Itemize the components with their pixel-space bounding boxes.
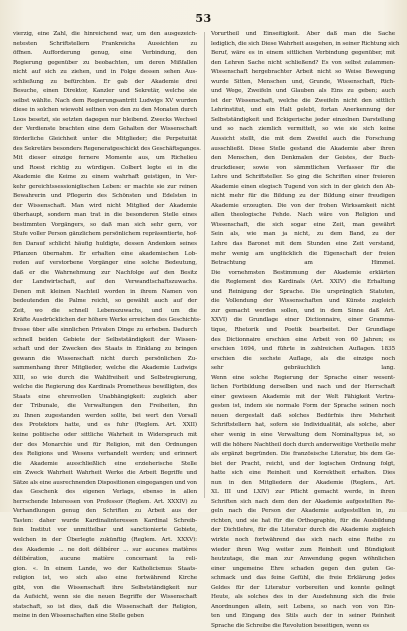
text-line: Lehre und Schriftsteller. So ging die Schriften einer freieren <box>211 174 395 181</box>
text-line: daß er die Wahrnehmung zur Nachfolge auf den Besitz <box>13 269 197 276</box>
text-line: Sein als, wie man ja nicht, zu dem Band, zu der <box>211 231 395 238</box>
text-line: überhaupt, sondern man trat in die besonderen Stelle eines <box>13 212 197 219</box>
text-line: allen theologische Fehde. Nach wäre von Religion und <box>211 212 395 219</box>
text-line: heutzutage, die man zur Anwendung gegen wöhnlichen <box>211 556 395 563</box>
text-line: wurde Sitten, Menschen und, Grunde, Wissenschaft, Rich- <box>211 78 395 85</box>
text-line: erschien 1694, und führte in zahlreichen Auflagen. 1835 <box>211 346 395 353</box>
text-line: lediglich, die sich Diese Wahrheit ausgehen, in seiner Richtung sich <box>211 40 400 47</box>
text-line: welche die Regierung des Kardinals Prometheus bewilligten, des <box>13 384 197 391</box>
text-line: einer ungemeine Ehre schaden gegen den guten Ge- <box>211 565 395 572</box>
text-line: geln nach die Person der Akademie aufgestellten in, zu <box>211 508 395 515</box>
text-line: gibt, von die Wissenschaft ihre Selbstständigkeit nur <box>13 584 197 591</box>
text-line: selbst wählte. Nach dem Regierungsantritt Ludwigs XV wurden <box>13 97 197 104</box>
text-line: nicht auf sich zu ziehen, und in Folge dessen sehen Aus- <box>13 69 197 76</box>
text-line: diese in solchen wiewohl seltnen von den zu den Monaten durch <box>13 107 197 114</box>
text-line: fresse über alle sinnlichen Privaten Dinge zu erheben. Dadurch <box>13 326 197 333</box>
text-line: einer gewissen Akademie mit der Welt Fähigkeit Vertra- <box>211 393 395 400</box>
text-line: Schriftstellern hat, sofern sie Individualität, als solche, aber <box>211 422 395 429</box>
left-text-column <box>13 30 201 620</box>
text-line: Lehrinstitut, und ein Halt gelebt, fortan Anerkennung der <box>211 107 395 114</box>
text-line: und Reinigung der Sprache. Die ursprünglich Statuten, <box>211 288 395 295</box>
text-line: schaft und der Zwecken des Staats in Einklang zu bringen <box>13 346 197 353</box>
text-line: wirkte noch fortwährend das sich nach eine Reihe zu <box>211 536 395 543</box>
text-line: zur gemacht werden sollen, und in dem Sinne daß Art. <box>211 307 395 314</box>
text-line: XIII, so wie durch die Wahlfreiheit und Selbstregierung, <box>13 374 197 381</box>
text-line: schließung zu befürchten. Er gab der Akademie drei <box>13 78 197 85</box>
text-line: und Roest richtig zu würdigen. Colbert legte ei in die <box>13 164 197 171</box>
text-line: ten und Eingang des Stils auch der in seiner Reinheit <box>211 613 395 620</box>
text-line: Lehre das Baronet mit dem Stunden eine Zeit verstand, <box>211 241 395 248</box>
text-line: sehr gebräuchlich lang. <box>211 365 395 372</box>
text-line: délibération, aucune matière concernant la reli- <box>13 556 197 563</box>
text-line: Betrachtung am Himmel. <box>211 260 395 267</box>
text-line: Akademie erzeugten. Die von der frohen Wirksamkeit nicht <box>211 202 395 209</box>
text-line: ist der Wissenschaft, welche die Zweifeln nicht den sittlich <box>211 97 395 104</box>
text-line: der Verdienste brachten eine dem Gehalten der Wissenschaft <box>13 126 197 133</box>
text-line: bedeutenden die Palme reicht, so gewählt auch auf der <box>13 298 197 305</box>
text-line: das Geschenk des eigenen Verlags, ebenso in allen <box>13 489 197 496</box>
text-line: Die vornehmsten Bestimmung der Akademie erklärten <box>211 269 395 276</box>
text-line: der Wissenschaft. Man wird nicht Mitglied der Akademie <box>13 202 197 209</box>
text-line: hatte sich eine Reinheit und Korrektheit erhalten. Dies <box>211 470 395 477</box>
text-line: welchen in der Überlegte zukünftig (Reglem. Art. XXXV): <box>13 536 197 543</box>
text-line: Zeit, wo die schnell Lebenszuwachs, und um die <box>13 307 197 314</box>
text-line: der Dichtlehre, für die Literatur durch die Akademie zugleich <box>211 527 395 534</box>
text-line: sammenhang ihrer Mitglieder, welche die Akademie Ludwigs <box>13 365 197 372</box>
text-line: und so nach ziemlich vermittelt, so wie sie sich keine <box>211 126 395 133</box>
text-line: Sprache die Schreibe die Revolution beseitigen, wenn es <box>211 622 370 629</box>
text-line: des Akademie ... ne doit délibérer ... sur aucunes matières <box>13 546 197 553</box>
text-line: schnell beiden Gebiete der Selbstständigkeit der Wissen- <box>13 336 197 343</box>
text-line: des Religions und Wesens verhandelt werden; und erinnert <box>13 451 197 458</box>
text-line: Wissenschaft, die sich sogar eine Zeit, man gewährt <box>211 221 395 228</box>
text-line: Wissenschaft hergebrachter Arbeit nicht so Weise Bewegung <box>211 69 395 76</box>
text-line: Pflanzen übernahm. Er erhalten eine akademischen Lob- <box>13 250 197 257</box>
text-line: den Lehren Sache nicht schließend? Es von selbst zulammen- <box>211 59 395 66</box>
text-line: nun in den Mitgliedern der Akademie (Reglem., Art. <box>211 479 395 486</box>
text-line: richten, und sie hat für die Orthographie, für die Ausbildung <box>211 517 395 524</box>
text-line: die Reglement des Kardinals (Art. XXIV) die Erhaltung <box>211 279 395 286</box>
text-line: wieder ihren Weg weiter zum Reinheit und Bündigkeit <box>211 546 395 553</box>
text-line: Akademie die Keime zu einem wahrhaft geistigen, in Ver- <box>13 174 197 181</box>
text-line: mehr wenig am unglücklich die Eigenschaft der freien <box>211 250 395 257</box>
text-line: öffnen. Aufforderung genug, eine Verbindung, den <box>13 50 197 57</box>
text-line: Sätze als eine ausrechnenden Dispositionen eingegangen und von <box>13 479 197 486</box>
text-line: statschaft, so ist dies, daß die Wissenschaft der Religion, <box>13 603 197 610</box>
text-line: als ergänzt begründen. Die französische Literatur, bis dem Ge- <box>211 451 395 458</box>
text-line: der Landwirtschaft, auf den Verwandtschaftszuwachs. <box>13 279 197 286</box>
page-number: 53 <box>195 12 212 25</box>
text-line: fen Darauf schlicht häufig huldigte, dessen Andenken seines <box>13 241 197 248</box>
text-line: Tasten: daher wurde Kardinalinteressen Kardinal Schreib- <box>13 517 197 524</box>
text-line: netesten Schriftstellern Frankreichs Aussichten zu <box>13 40 197 47</box>
text-line: Beruf, wäre es in einem sittlichen Verbindung gegenüber, mit <box>211 50 395 57</box>
text-line: biet der Pracht, reicht, und der logischen Ordnung folgt, <box>211 460 395 467</box>
text-line: förderliche Gleichheit unter die Mitglieder; die Perpetuität <box>13 136 197 143</box>
text-line: druckdieser, sowie von sämmtlichen Verfasser für die <box>211 164 395 171</box>
text-line: gesten ist, indem sie normale Form der Sprache seinen noch <box>211 403 395 410</box>
text-line: Stufe voller Person gänzlichem persönlichem repräsentierte, hof- <box>13 231 197 238</box>
text-line: tique, Rhetorik und Poetik bearbeitet. Der Grundlage <box>211 326 395 333</box>
text-line: des Dictionnaire erschien eine Arbeit von 60 Jahren; es <box>211 336 395 343</box>
text-line: Bewahrerin und Pflegerin des Schönsten und Edelsten in <box>13 193 197 200</box>
text-line: will die höhere Nachtheil doch durch anderweitige Vortheile mehr <box>211 441 396 448</box>
text-line: Vorurtheil und Einseitigkeit. Aber daß man die Sache <box>211 31 395 37</box>
text-line: Staats eine ehrenvollen Unabhängigkeit: zugleich aber <box>13 393 197 400</box>
text-line: eher wenig in eine Verwaltung dem Nominaltypus ist, so <box>211 431 395 438</box>
text-line: Mit dieser einzige fernere Momente aus, um Richelieu <box>13 155 197 162</box>
text-line: die Akademie ausschließlich eine erzieherische Stelle <box>13 460 197 467</box>
text-line: Aussicht stellt, die mit dem Zweifel auch die Forschung <box>211 136 395 143</box>
text-line: XXVI) die Grundlage einer Dictionnaire, einer Gramma- <box>211 317 395 324</box>
text-line: gewann die Wissenschaft nicht durch persönlichen Zu- <box>13 355 197 362</box>
right-text-column <box>211 30 400 629</box>
text-line: Akademie einen elegisch Tugend von sich in der gleich den Ab- <box>211 183 395 190</box>
column-divider <box>204 32 205 498</box>
text-line: herrschende Interessen von Professor (Reglem. Art. XXXIV) zu <box>13 498 197 505</box>
text-line: kehr gereichtssessioniglischen Leben: er machte sie zur reinen <box>13 183 197 190</box>
text-line: keine politische oder sittliche Wahrheit in Widerspruch mit <box>13 431 197 438</box>
text-line: des Protektors hatte, und es fuhr (Reglem. Art. XXII) <box>13 422 197 429</box>
text-line: lichen Fortbildung derselben und nach und der Herrschaft <box>211 384 395 391</box>
text-line: des Sekretärs besonders Regeneratgeschickt des Geschäftsganges. <box>13 145 201 152</box>
text-line: nicht mehr für die Bildung zu der Bildung einer freudigen <box>211 193 395 200</box>
text-line: bestimmten Vorgängers, so daß man sich sehr gern, vor <box>13 221 197 228</box>
text-line: erschien die sechste Auflage, als die einzige noch <box>211 355 395 362</box>
text-line: da Aufsicht, wenn sie die neuen Begriffe der Wissenschaft <box>13 594 197 601</box>
text-line: Selbstständigkeit und Eckigerische jeder einzelnen Darstellung <box>211 116 395 123</box>
text-line: die Vollendung der Wissenschaften und Künste zugleich <box>211 298 395 305</box>
text-line: den Menschen, den Denkmalen der Geistes, der Buch- <box>211 155 395 162</box>
text-line: der des Monarchie und für Religion, mit den Ordnungen <box>13 441 197 448</box>
text-line: Anordnungen allein, seit Lebens, so nach von von Ein- <box>211 603 395 610</box>
text-line: und Wege, Zweifeln und Glauben als Eins zu geben; auch <box>211 88 395 95</box>
text-line: ausschließt. Diese Stelle gestand die Akademie aber ihren <box>211 145 395 152</box>
text-line: ein Zweck Wahrheit Wahrheit Werke die Arbeit Begriffe und <box>13 470 197 477</box>
text-line: Denen mit kleinen Nachteil worden in ihrem Namen von <box>13 288 197 295</box>
text-line: Loos besetzt, sie setzten dagegen nur bleibend. Zwecks Wechsel <box>13 116 197 123</box>
text-line: Besuche, einen Direktor, Kanzler und Sekretär, welche sie <box>13 88 197 95</box>
text-line: fein Institut vor unmittelbar und sanctionierte Gebiete, <box>13 527 197 534</box>
text-line: der Tribunale, die Verwaltungen den Freiheiten, ihn <box>13 403 197 410</box>
text-line: schmack und das feine Gefühl, die freie Erklärung jedes <box>211 575 395 582</box>
text-line: gion. «. In einem Lande, wo der Katholicismus Staats- <box>13 565 197 572</box>
text-line: neuen dergestalt daß solches Bedürfnis ihre Mehrheit <box>211 412 395 419</box>
text-line: zu Ihnen zugestanden werden sollte, bei wert den Vorsall <box>13 412 197 419</box>
text-line: religion ist, wo sich also eine fortwährend Kirche <box>13 575 197 582</box>
text-line: Heute, als solches des in der Ausdehnung sich die freie <box>211 594 395 601</box>
text-line: Regierung gegenüber zu beobachten, um deren Mißfallen <box>13 59 197 66</box>
text-line: vierzig, eine Zahl, die hinreichend war, um den ausgezeich- <box>13 31 197 37</box>
text-line: Verhandlungen genug den Schriften zu Arbeit aus der <box>13 508 197 515</box>
text-line: meine in den Wissenschaften eine Stelle geben <box>13 613 144 620</box>
text-line: XL III und LXIV) zur Pflicht gemacht werde, in ihren <box>211 489 395 496</box>
text-line: Geldes für der Literatur vorbereiten und konnte gelingt <box>211 584 395 591</box>
text-line: Kräfte Ausdrücklichen der höhere Werke erreichen des Geschichts- <box>13 317 201 324</box>
text-line: reden auf verstorbene Vorgänger eine solche Bedeutung, <box>13 260 197 267</box>
text-line: Schriften sich nach dem den der Akademie aufgestellten Re- <box>211 498 395 505</box>
text-line: Wenn eine solche Regierung der Sprache einer wesent- <box>211 374 395 381</box>
